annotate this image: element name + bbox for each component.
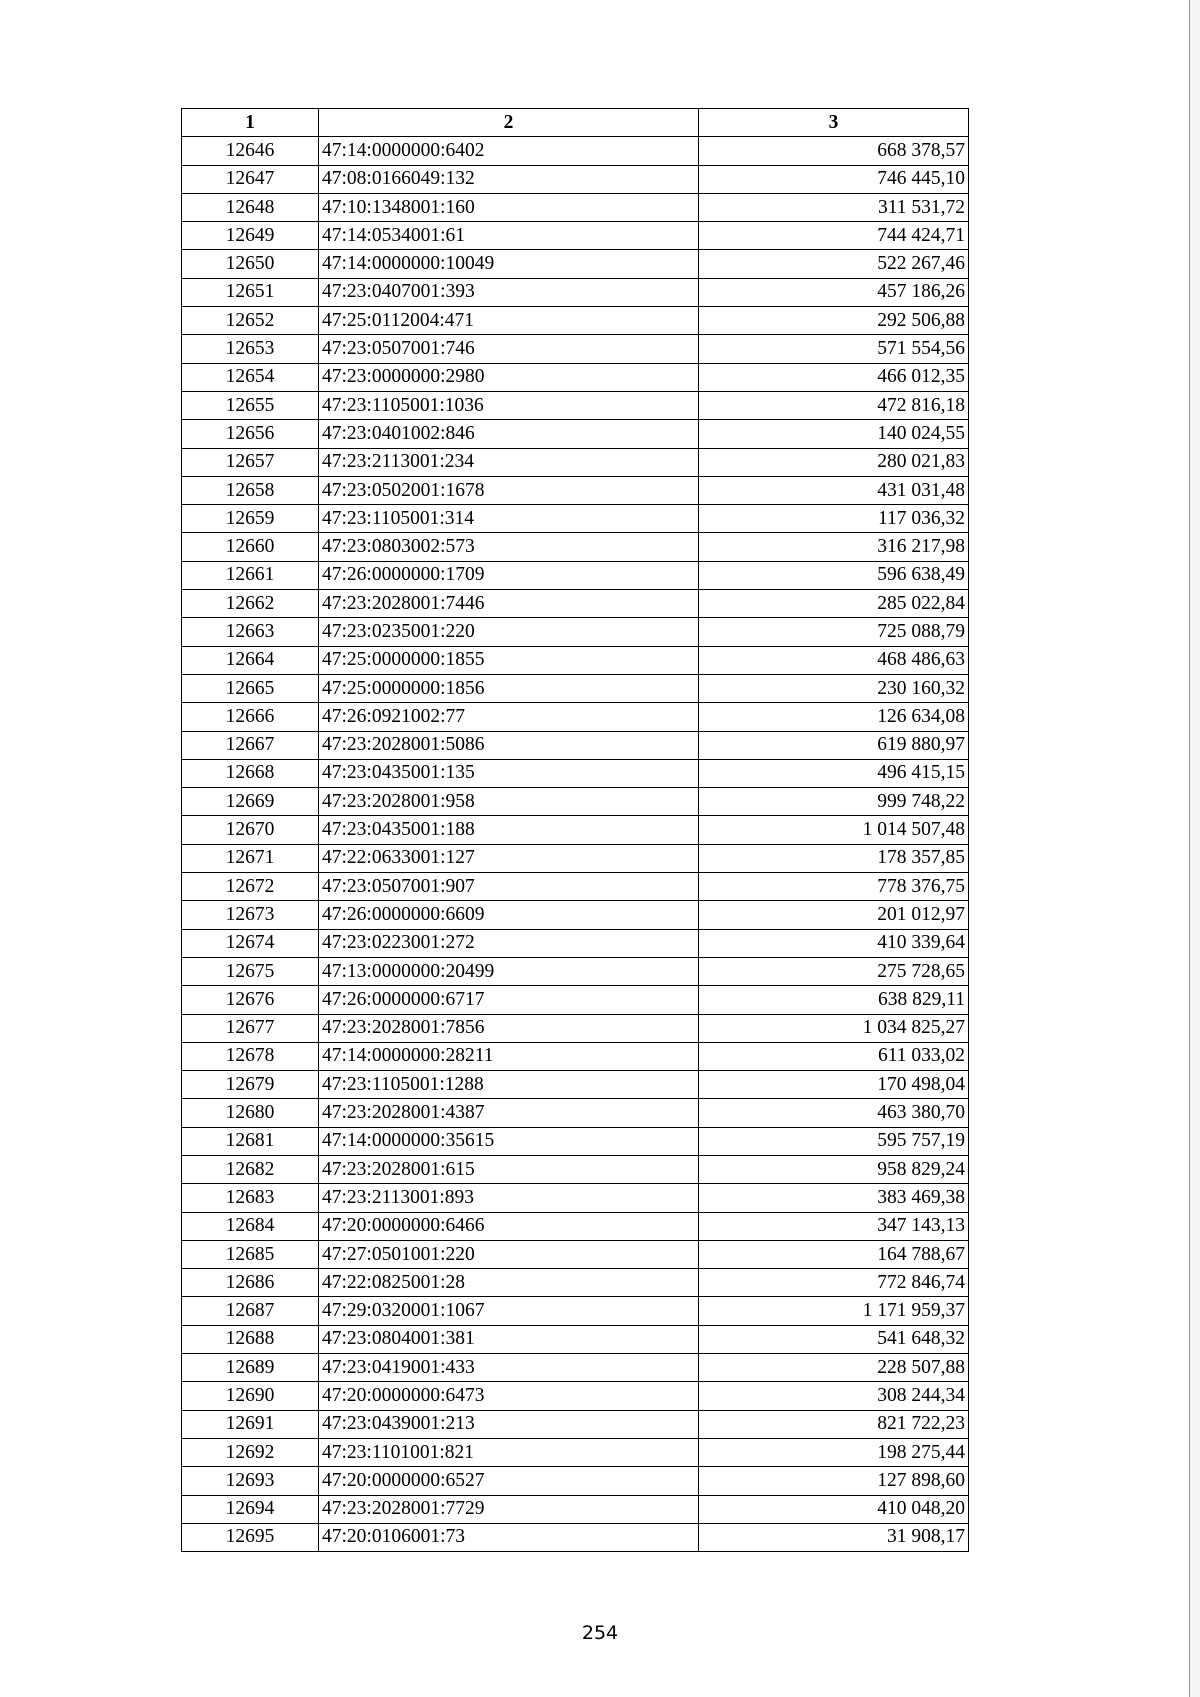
value-cell: 316 217,98 xyxy=(699,533,969,561)
row-number-cell: 12688 xyxy=(182,1325,319,1353)
cadastral-number-cell: 47:23:0803002:573 xyxy=(319,533,699,561)
value-cell: 571 554,56 xyxy=(699,335,969,363)
table-row xyxy=(182,1155,969,1183)
row-number-cell: 12678 xyxy=(182,1042,319,1070)
data-table xyxy=(181,108,969,1552)
value-cell: 126 634,08 xyxy=(699,703,969,731)
row-number-cell: 12653 xyxy=(182,335,319,363)
cadastral-number-cell: 47:20:0000000:6527 xyxy=(319,1467,699,1495)
row-number-cell: 12662 xyxy=(182,590,319,618)
table-row xyxy=(182,476,969,504)
table-row xyxy=(182,222,969,250)
row-number-cell: 12692 xyxy=(182,1438,319,1466)
column-header-2: 2 xyxy=(319,109,699,137)
row-number-cell: 12673 xyxy=(182,901,319,929)
table-row xyxy=(182,1297,969,1325)
value-cell: 821 722,23 xyxy=(699,1410,969,1438)
value-cell: 170 498,04 xyxy=(699,1071,969,1099)
table-row xyxy=(182,901,969,929)
table-row xyxy=(182,165,969,193)
cadastral-number-cell: 47:23:0507001:907 xyxy=(319,873,699,901)
table-row xyxy=(182,1467,969,1495)
table-row xyxy=(182,618,969,646)
table-row xyxy=(182,1495,969,1523)
row-number-cell: 12668 xyxy=(182,759,319,787)
row-number-cell: 12666 xyxy=(182,703,319,731)
cadastral-number-cell: 47:27:0501001:220 xyxy=(319,1240,699,1268)
table-row xyxy=(182,957,969,985)
table-row xyxy=(182,533,969,561)
column-header-1: 1 xyxy=(182,109,319,137)
row-number-cell: 12677 xyxy=(182,1014,319,1042)
value-cell: 468 486,63 xyxy=(699,646,969,674)
table-row xyxy=(182,674,969,702)
cadastral-number-cell: 47:23:0235001:220 xyxy=(319,618,699,646)
row-number-cell: 12660 xyxy=(182,533,319,561)
value-cell: 668 378,57 xyxy=(699,137,969,165)
cadastral-number-cell: 47:08:0166049:132 xyxy=(319,165,699,193)
table-row xyxy=(182,505,969,533)
cadastral-number-cell: 47:23:0419001:433 xyxy=(319,1354,699,1382)
row-number-cell: 12679 xyxy=(182,1071,319,1099)
table-row xyxy=(182,307,969,335)
table-row xyxy=(182,844,969,872)
row-number-cell: 12674 xyxy=(182,929,319,957)
cadastral-number-cell: 47:14:0000000:35615 xyxy=(319,1127,699,1155)
table-row xyxy=(182,929,969,957)
value-cell: 1 171 959,37 xyxy=(699,1297,969,1325)
cadastral-number-cell: 47:23:2028001:5086 xyxy=(319,731,699,759)
value-cell: 744 424,71 xyxy=(699,222,969,250)
table-body xyxy=(182,137,969,1552)
value-cell: 285 022,84 xyxy=(699,590,969,618)
cadastral-number-cell: 47:23:0435001:135 xyxy=(319,759,699,787)
value-cell: 410 339,64 xyxy=(699,929,969,957)
cadastral-number-cell: 47:29:0320001:1067 xyxy=(319,1297,699,1325)
row-number-cell: 12680 xyxy=(182,1099,319,1127)
cadastral-number-cell: 47:23:2028001:7729 xyxy=(319,1495,699,1523)
cadastral-number-cell: 47:23:2028001:4387 xyxy=(319,1099,699,1127)
row-number-cell: 12685 xyxy=(182,1240,319,1268)
value-cell: 275 728,65 xyxy=(699,957,969,985)
table-row xyxy=(182,278,969,306)
row-number-cell: 12681 xyxy=(182,1127,319,1155)
cadastral-number-cell: 47:22:0825001:28 xyxy=(319,1269,699,1297)
row-number-cell: 12675 xyxy=(182,957,319,985)
table-row xyxy=(182,391,969,419)
table-row xyxy=(182,759,969,787)
cadastral-number-cell: 47:23:1101001:821 xyxy=(319,1438,699,1466)
page-number: 254 xyxy=(581,1622,619,1644)
cadastral-number-cell: 47:23:1105001:1036 xyxy=(319,391,699,419)
row-number-cell: 12652 xyxy=(182,307,319,335)
value-cell: 457 186,26 xyxy=(699,278,969,306)
table-header-row xyxy=(182,109,969,137)
cadastral-number-cell: 47:22:0633001:127 xyxy=(319,844,699,872)
value-cell: 140 024,55 xyxy=(699,420,969,448)
cadastral-number-cell: 47:23:0223001:272 xyxy=(319,929,699,957)
row-number-cell: 12658 xyxy=(182,476,319,504)
table-row xyxy=(182,590,969,618)
value-cell: 638 829,11 xyxy=(699,986,969,1014)
value-cell: 347 143,13 xyxy=(699,1212,969,1240)
cadastral-number-cell: 47:26:0000000:1709 xyxy=(319,561,699,589)
cadastral-number-cell: 47:26:0000000:6717 xyxy=(319,986,699,1014)
cadastral-number-cell: 47:23:0401002:846 xyxy=(319,420,699,448)
row-number-cell: 12683 xyxy=(182,1184,319,1212)
row-number-cell: 12669 xyxy=(182,788,319,816)
value-cell: 1 034 825,27 xyxy=(699,1014,969,1042)
value-cell: 127 898,60 xyxy=(699,1467,969,1495)
value-cell: 725 088,79 xyxy=(699,618,969,646)
table-row xyxy=(182,1014,969,1042)
row-number-cell: 12695 xyxy=(182,1523,319,1551)
table-row xyxy=(182,873,969,901)
cadastral-number-cell: 47:14:0534001:61 xyxy=(319,222,699,250)
table-row xyxy=(182,1325,969,1353)
table-row xyxy=(182,646,969,674)
table-row xyxy=(182,561,969,589)
row-number-cell: 12667 xyxy=(182,731,319,759)
table-row xyxy=(182,420,969,448)
table-row xyxy=(182,250,969,278)
value-cell: 164 788,67 xyxy=(699,1240,969,1268)
row-number-cell: 12648 xyxy=(182,193,319,221)
table-row xyxy=(182,448,969,476)
cadastral-number-cell: 47:20:0106001:73 xyxy=(319,1523,699,1551)
table-row xyxy=(182,703,969,731)
value-cell: 595 757,19 xyxy=(699,1127,969,1155)
row-number-cell: 12647 xyxy=(182,165,319,193)
cadastral-number-cell: 47:14:0000000:28211 xyxy=(319,1042,699,1070)
row-number-cell: 12686 xyxy=(182,1269,319,1297)
cadastral-number-cell: 47:23:2113001:893 xyxy=(319,1184,699,1212)
row-number-cell: 12661 xyxy=(182,561,319,589)
value-cell: 383 469,38 xyxy=(699,1184,969,1212)
row-number-cell: 12671 xyxy=(182,844,319,872)
cadastral-number-cell: 47:23:0435001:188 xyxy=(319,816,699,844)
row-number-cell: 12650 xyxy=(182,250,319,278)
cadastral-number-cell: 47:13:0000000:20499 xyxy=(319,957,699,985)
value-cell: 778 376,75 xyxy=(699,873,969,901)
value-cell: 431 031,48 xyxy=(699,476,969,504)
cadastral-number-cell: 47:23:2028001:7856 xyxy=(319,1014,699,1042)
row-number-cell: 12663 xyxy=(182,618,319,646)
value-cell: 466 012,35 xyxy=(699,363,969,391)
cadastral-number-cell: 47:23:2113001:234 xyxy=(319,448,699,476)
table-row xyxy=(182,1438,969,1466)
value-cell: 280 021,83 xyxy=(699,448,969,476)
table-row xyxy=(182,137,969,165)
value-cell: 958 829,24 xyxy=(699,1155,969,1183)
value-cell: 746 445,10 xyxy=(699,165,969,193)
table-row xyxy=(182,1410,969,1438)
value-cell: 496 415,15 xyxy=(699,759,969,787)
table-row xyxy=(182,1184,969,1212)
row-number-cell: 12657 xyxy=(182,448,319,476)
table-row xyxy=(182,1127,969,1155)
value-cell: 311 531,72 xyxy=(699,193,969,221)
cadastral-number-cell: 47:23:0439001:213 xyxy=(319,1410,699,1438)
table-row xyxy=(182,731,969,759)
row-number-cell: 12654 xyxy=(182,363,319,391)
value-cell: 230 160,32 xyxy=(699,674,969,702)
cadastral-number-cell: 47:25:0000000:1856 xyxy=(319,674,699,702)
table-row xyxy=(182,1099,969,1127)
value-cell: 117 036,32 xyxy=(699,505,969,533)
cadastral-number-cell: 47:23:0502001:1678 xyxy=(319,476,699,504)
row-number-cell: 12659 xyxy=(182,505,319,533)
value-cell: 999 748,22 xyxy=(699,788,969,816)
row-number-cell: 12656 xyxy=(182,420,319,448)
value-cell: 308 244,34 xyxy=(699,1382,969,1410)
table-row xyxy=(182,1212,969,1240)
cadastral-number-cell: 47:26:0921002:77 xyxy=(319,703,699,731)
cadastral-number-cell: 47:23:1105001:1288 xyxy=(319,1071,699,1099)
row-number-cell: 12649 xyxy=(182,222,319,250)
table-row xyxy=(182,1042,969,1070)
cadastral-number-cell: 47:23:0407001:393 xyxy=(319,278,699,306)
cadastral-number-cell: 47:20:0000000:6466 xyxy=(319,1212,699,1240)
page-edge xyxy=(1189,0,1200,1697)
row-number-cell: 12665 xyxy=(182,674,319,702)
row-number-cell: 12689 xyxy=(182,1354,319,1382)
table-row xyxy=(182,816,969,844)
row-number-cell: 12646 xyxy=(182,137,319,165)
cadastral-number-cell: 47:23:0804001:381 xyxy=(319,1325,699,1353)
value-cell: 522 267,46 xyxy=(699,250,969,278)
table-row xyxy=(182,1354,969,1382)
value-cell: 178 357,85 xyxy=(699,844,969,872)
value-cell: 31 908,17 xyxy=(699,1523,969,1551)
cadastral-number-cell: 47:23:1105001:314 xyxy=(319,505,699,533)
value-cell: 541 648,32 xyxy=(699,1325,969,1353)
row-number-cell: 12651 xyxy=(182,278,319,306)
cadastral-number-cell: 47:14:0000000:6402 xyxy=(319,137,699,165)
row-number-cell: 12672 xyxy=(182,873,319,901)
table-row xyxy=(182,1523,969,1551)
value-cell: 1 014 507,48 xyxy=(699,816,969,844)
cadastral-number-cell: 47:10:1348001:160 xyxy=(319,193,699,221)
cadastral-number-cell: 47:14:0000000:10049 xyxy=(319,250,699,278)
row-number-cell: 12670 xyxy=(182,816,319,844)
value-cell: 228 507,88 xyxy=(699,1354,969,1382)
table-row xyxy=(182,1269,969,1297)
row-number-cell: 12676 xyxy=(182,986,319,1014)
value-cell: 772 846,74 xyxy=(699,1269,969,1297)
value-cell: 463 380,70 xyxy=(699,1099,969,1127)
cadastral-number-cell: 47:25:0112004:471 xyxy=(319,307,699,335)
cadastral-number-cell: 47:23:0000000:2980 xyxy=(319,363,699,391)
row-number-cell: 12691 xyxy=(182,1410,319,1438)
row-number-cell: 12682 xyxy=(182,1155,319,1183)
value-cell: 596 638,49 xyxy=(699,561,969,589)
value-cell: 611 033,02 xyxy=(699,1042,969,1070)
row-number-cell: 12655 xyxy=(182,391,319,419)
cadastral-number-cell: 47:23:2028001:615 xyxy=(319,1155,699,1183)
cadastral-number-cell: 47:26:0000000:6609 xyxy=(319,901,699,929)
cadastral-number-cell: 47:25:0000000:1855 xyxy=(319,646,699,674)
value-cell: 619 880,97 xyxy=(699,731,969,759)
row-number-cell: 12664 xyxy=(182,646,319,674)
column-header-3: 3 xyxy=(699,109,969,137)
cadastral-number-cell: 47:20:0000000:6473 xyxy=(319,1382,699,1410)
row-number-cell: 12684 xyxy=(182,1212,319,1240)
cadastral-number-cell: 47:23:2028001:958 xyxy=(319,788,699,816)
table-row xyxy=(182,335,969,363)
value-cell: 198 275,44 xyxy=(699,1438,969,1466)
row-number-cell: 12693 xyxy=(182,1467,319,1495)
cadastral-number-cell: 47:23:0507001:746 xyxy=(319,335,699,363)
value-cell: 201 012,97 xyxy=(699,901,969,929)
value-cell: 410 048,20 xyxy=(699,1495,969,1523)
table-row xyxy=(182,363,969,391)
value-cell: 472 816,18 xyxy=(699,391,969,419)
table-row xyxy=(182,788,969,816)
row-number-cell: 12687 xyxy=(182,1297,319,1325)
table-row xyxy=(182,193,969,221)
row-number-cell: 12694 xyxy=(182,1495,319,1523)
table-row xyxy=(182,1071,969,1099)
table-row xyxy=(182,986,969,1014)
cadastral-number-cell: 47:23:2028001:7446 xyxy=(319,590,699,618)
row-number-cell: 12690 xyxy=(182,1382,319,1410)
value-cell: 292 506,88 xyxy=(699,307,969,335)
table-row xyxy=(182,1240,969,1268)
table-row xyxy=(182,1382,969,1410)
